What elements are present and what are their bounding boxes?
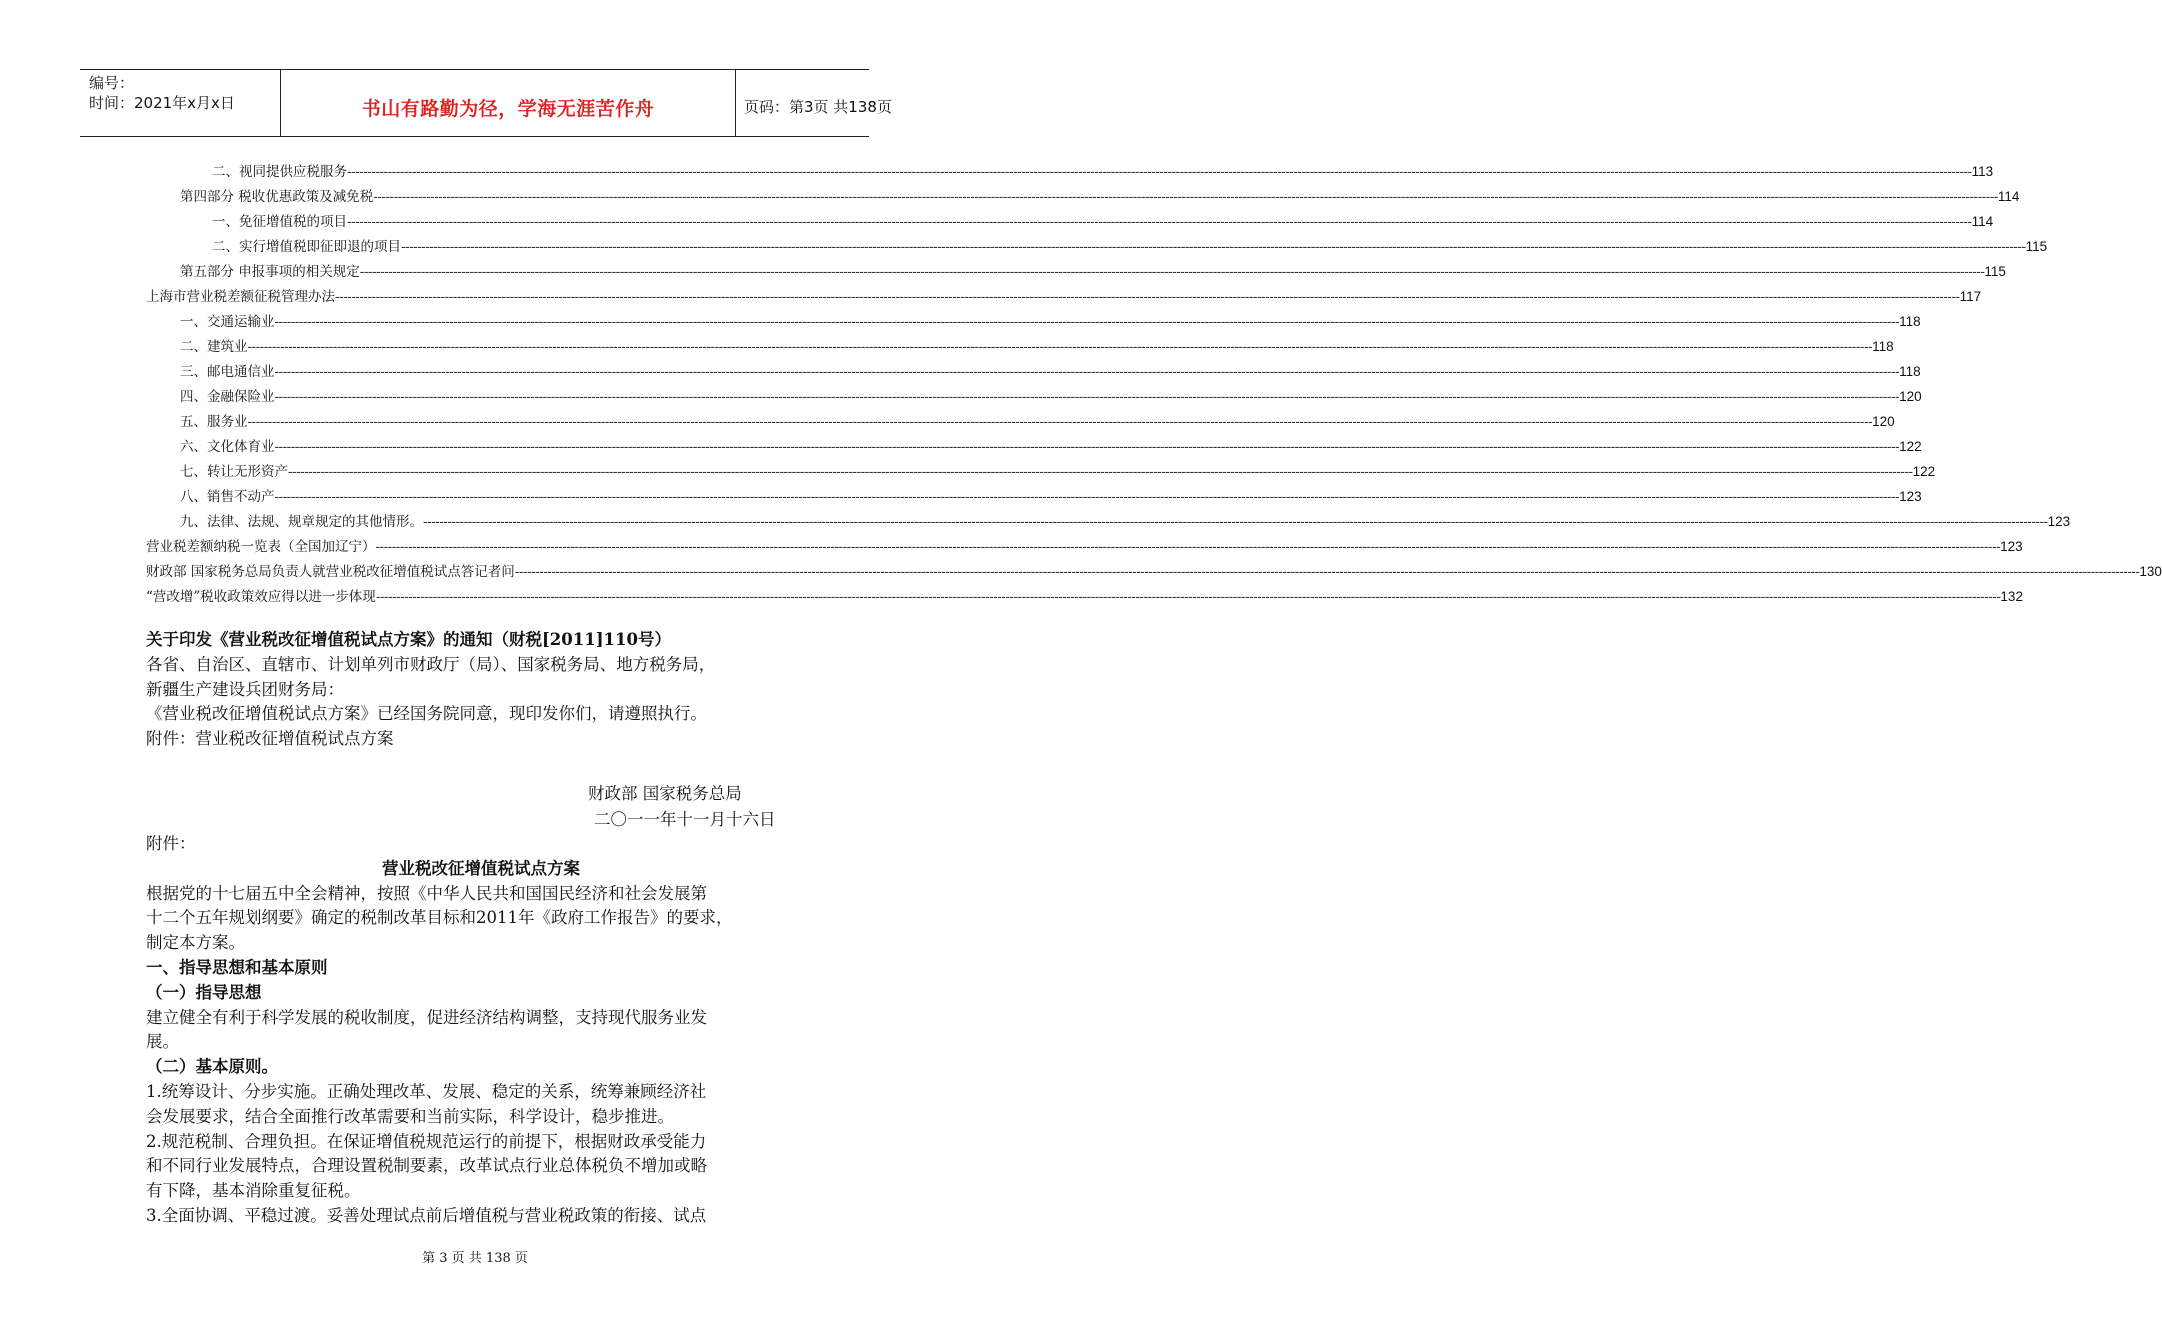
toc-item-label: “营改增”税收政策效应得以进一步体现: [146, 589, 376, 605]
toc-item[interactable]: [180, 185, 2020, 207]
toc-item-page: 118: [1899, 364, 1921, 379]
toc-item-page: 115: [1984, 264, 2006, 279]
plan-intro-line: 制定本方案。: [146, 933, 245, 953]
toc-item-page: 123: [2047, 514, 2071, 529]
toc-item-page: 123: [1899, 489, 1922, 504]
toc-item[interactable]: [180, 260, 2006, 282]
notice-title: 关于印发《营业税改征增值税试点方案》的通知（财税[2011]110号）: [146, 630, 671, 649]
toc-item-page: 122: [1899, 439, 1922, 454]
toc-item-page: 120: [1872, 414, 1895, 429]
toc-item-label: 第四部分 税收优惠政策及减免税: [180, 189, 374, 205]
code-label: 编号：: [89, 74, 135, 92]
toc-item-page: 120: [1899, 389, 1922, 404]
toc-item-label: 上海市营业税差额征税管理办法: [146, 289, 335, 305]
toc-item-label: 二、建筑业: [180, 339, 248, 355]
subsection-heading: （二）基本原则。: [146, 1057, 278, 1077]
toc-leader: ----------------------------------------------------------------------------------------------------------------------------------------------------------------------------------------------------------------------------------------------------------------------------------------------------------------------------------------------------------------------------------------------------------------: [514, 564, 2140, 580]
toc-item-label: 六、文化体育业: [180, 439, 275, 455]
toc-item[interactable]: [146, 585, 2023, 607]
toc-item-page: 132: [2000, 589, 2023, 604]
toc-item[interactable]: [180, 335, 1894, 357]
notice-date: 二〇一一年十一月十六日: [594, 810, 776, 829]
toc-leader: ----------------------------------------------------------------------------------------------------------------------------------------------------------------------------------------------------------------------------------------------------------------------------------------------------------------------------------------------------------------------------------------------------------------: [288, 464, 1913, 480]
toc-item-label: 四、金融保险业: [180, 389, 275, 405]
plan-intro-line: 十二个五年规划纲要》确定的税制改革目标和2011年《政府工作报告》的要求，: [146, 908, 733, 928]
notice-addressees-line: 各省、自治区、直辖市、计划单列市财政厅（局）、国家税务局、地方税务局，: [146, 654, 716, 674]
paragraph-line: 有下降，基本消除重复征税。: [146, 1181, 361, 1201]
page-label: 页码：第3页 共138页: [744, 98, 892, 116]
toc-leader: ----------------------------------------------------------------------------------------------------------------------------------------------------------------------------------------------------------------------------------------------------------------------------------------------------------------------------------------------------------------------------------------------------------------: [347, 214, 1972, 230]
toc-item[interactable]: [180, 410, 1895, 432]
toc-leader: ----------------------------------------------------------------------------------------------------------------------------------------------------------------------------------------------------------------------------------------------------------------------------------------------------------------------------------------------------------------------------------------------------------------: [274, 439, 1900, 455]
toc-leader: ----------------------------------------------------------------------------------------------------------------------------------------------------------------------------------------------------------------------------------------------------------------------------------------------------------------------------------------------------------------------------------------------------------------: [423, 514, 2048, 530]
toc-item-page: 130: [2139, 564, 2162, 579]
toc-item-label: 第五部分 申报事项的相关规定: [180, 264, 360, 280]
toc-item-label: 五、服务业: [180, 414, 248, 430]
paragraph-line: 建立健全有利于科学发展的税收制度，促进经济结构调整，支持现代服务业发: [146, 1007, 707, 1027]
time-label: 时间：2021年x月x日: [89, 94, 235, 112]
notice-attachment: 附件：营业税改征增值税试点方案: [146, 729, 394, 749]
page-header: [80, 69, 892, 137]
notice-section: [146, 628, 816, 752]
toc-item-page: 118: [1899, 314, 1921, 329]
paragraph-line: 2.规范税制、合理负担。在保证增值税规范运行的前提下，根据财政承受能力: [146, 1131, 707, 1151]
toc-item-page: 123: [2000, 539, 2023, 554]
toc-leader: ----------------------------------------------------------------------------------------------------------------------------------------------------------------------------------------------------------------------------------------------------------------------------------------------------------------------------------------------------------------------------------------------------------------: [274, 389, 1900, 405]
toc-item-page: 114: [1971, 214, 1994, 229]
header-page-cell: [736, 70, 892, 136]
toc-item-page: 118: [1872, 339, 1894, 354]
toc-item-label: 七、转让无形资产: [180, 464, 288, 480]
toc-item-label: 一、交通运输业: [180, 314, 275, 330]
toc-item-page: 115: [2025, 239, 2048, 254]
subsection-heading: （一）指导思想: [146, 982, 262, 1002]
toc-leader: ----------------------------------------------------------------------------------------------------------------------------------------------------------------------------------------------------------------------------------------------------------------------------------------------------------------------------------------------------------------------------------------------------------------: [347, 164, 1972, 180]
paragraph-line: 展。: [146, 1032, 179, 1052]
toc-item-label: 三、邮电通信业: [180, 364, 275, 380]
toc-leader: ----------------------------------------------------------------------------------------------------------------------------------------------------------------------------------------------------------------------------------------------------------------------------------------------------------------------------------------------------------------------------------------------------------------: [335, 289, 1960, 305]
paragraph-line: 1.统筹设计、分步实施。正确处理改革、发展、稳定的关系，统筹兼顾经济社: [146, 1081, 707, 1101]
toc-item[interactable]: [180, 510, 2071, 532]
toc-item-page: 113: [1971, 164, 1994, 179]
attachment-label: 附件：: [146, 834, 196, 853]
toc-item[interactable]: [180, 485, 1922, 507]
toc-leader: ----------------------------------------------------------------------------------------------------------------------------------------------------------------------------------------------------------------------------------------------------------------------------------------------------------------------------------------------------------------------------------------------------------------: [247, 414, 1873, 430]
plan-title: 营业税改征增值税试点方案: [382, 858, 580, 878]
toc-item[interactable]: [212, 160, 1994, 182]
toc-item[interactable]: [212, 210, 1994, 232]
header-motto-cell: [281, 70, 736, 136]
toc-item-label: 八、销售不动产: [180, 489, 275, 505]
toc-leader: ----------------------------------------------------------------------------------------------------------------------------------------------------------------------------------------------------------------------------------------------------------------------------------------------------------------------------------------------------------------------------------------------------------------: [274, 489, 1900, 505]
toc-item-page: 114: [1997, 189, 2020, 204]
toc-leader: ----------------------------------------------------------------------------------------------------------------------------------------------------------------------------------------------------------------------------------------------------------------------------------------------------------------------------------------------------------------------------------------------------------------: [401, 239, 2026, 255]
toc-item[interactable]: [180, 435, 1922, 457]
toc-leader: ----------------------------------------------------------------------------------------------------------------------------------------------------------------------------------------------------------------------------------------------------------------------------------------------------------------------------------------------------------------------------------------------------------------: [375, 539, 2001, 555]
toc-item[interactable]: [180, 460, 1936, 482]
toc-item-label: 财政部 国家税务总局负责人就营业税改征增值税试点答记者问: [146, 564, 515, 580]
plan-intro-line: 根据党的十七届五中全会精神，按照《中华人民共和国国民经济和社会发展第: [146, 883, 707, 903]
toc-leader: ----------------------------------------------------------------------------------------------------------------------------------------------------------------------------------------------------------------------------------------------------------------------------------------------------------------------------------------------------------------------------------------------------------------: [274, 314, 1900, 330]
paragraph-line: 和不同行业发展特点，合理设置税制要素，改革试点行业总体税负不增加或略: [146, 1156, 707, 1176]
toc-item[interactable]: [180, 385, 1922, 407]
toc-leader: ----------------------------------------------------------------------------------------------------------------------------------------------------------------------------------------------------------------------------------------------------------------------------------------------------------------------------------------------------------------------------------------------------------------: [373, 189, 1998, 205]
toc-leader: ----------------------------------------------------------------------------------------------------------------------------------------------------------------------------------------------------------------------------------------------------------------------------------------------------------------------------------------------------------------------------------------------------------------: [375, 589, 2001, 605]
notice-signer: 财政部 国家税务总局: [588, 784, 742, 803]
page-footer: 第 3 页 共 138 页: [422, 1251, 528, 1266]
header-meta-cell: [80, 70, 281, 136]
toc-item[interactable]: [146, 285, 1982, 307]
toc-item[interactable]: [146, 535, 2023, 557]
toc-item[interactable]: [180, 360, 1921, 382]
toc-item-label: 九、法律、法规、规章规定的其他情形。: [180, 514, 423, 530]
paragraph-line: 3.全面协调、平稳过渡。妥善处理试点前后增值税与营业税政策的衔接、试点: [146, 1205, 707, 1225]
toc-item-page: 122: [1912, 464, 1936, 479]
notice-addressees-line: 新疆生产建设兵团财务局：: [146, 679, 344, 699]
toc-leader: ----------------------------------------------------------------------------------------------------------------------------------------------------------------------------------------------------------------------------------------------------------------------------------------------------------------------------------------------------------------------------------------------------------------: [247, 339, 1873, 355]
toc-item-label: 二、视同提供应税服务: [212, 164, 347, 180]
toc-item-label: 一、免征增值税的项目: [212, 214, 347, 230]
toc-item-page: 117: [1959, 289, 1982, 304]
toc-item[interactable]: [212, 235, 2048, 257]
toc-leader: ----------------------------------------------------------------------------------------------------------------------------------------------------------------------------------------------------------------------------------------------------------------------------------------------------------------------------------------------------------------------------------------------------------------: [359, 264, 1985, 280]
paragraph-line: 会发展要求，结合全面推行改革需要和当前实际，科学设计，稳步推进。: [146, 1106, 674, 1126]
toc-item[interactable]: [180, 310, 1921, 332]
toc-leader: ----------------------------------------------------------------------------------------------------------------------------------------------------------------------------------------------------------------------------------------------------------------------------------------------------------------------------------------------------------------------------------------------------------------: [274, 364, 1900, 380]
toc-item[interactable]: [146, 560, 2162, 582]
plan-section: [146, 832, 816, 1229]
toc-item-label: 二、实行增值税即征即退的项目: [212, 239, 401, 255]
motto: 书山有路勤为径，学海无涯苦作舟: [361, 98, 655, 120]
toc-item-label: 营业税差额纳税一览表（全国加辽宁）: [146, 539, 376, 555]
section-heading: 一、指导思想和基本原则: [146, 957, 328, 977]
notice-body: 《营业税改征增值税试点方案》已经国务院同意，现印发你们，请遵照执行。: [146, 704, 707, 724]
